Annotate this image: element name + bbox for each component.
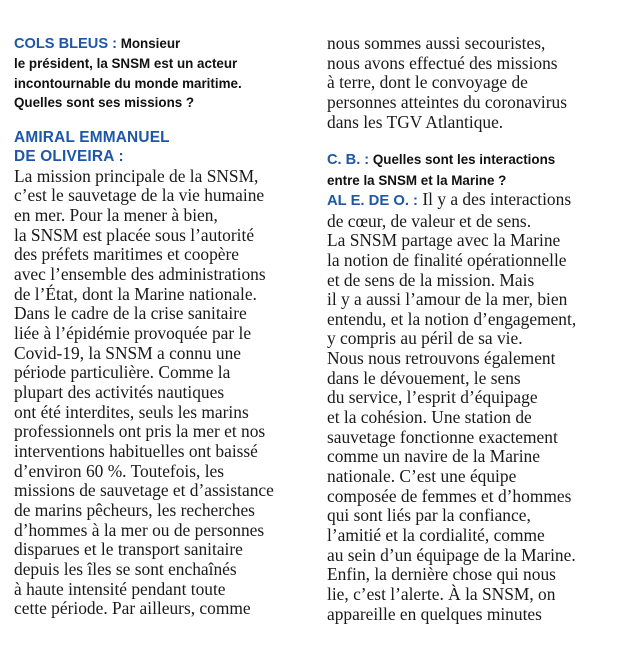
question-tag: C. B. : bbox=[327, 152, 370, 169]
body-line: y compris au péril de sa vie. bbox=[327, 328, 523, 349]
body-line: la SNSM est placée sous l’autorité bbox=[14, 224, 255, 245]
body-line: appareille en quelques minutes bbox=[327, 603, 542, 624]
body-line: Nous nous retrouvons également bbox=[327, 348, 556, 369]
body-line: nous avons effectué des missions bbox=[327, 52, 558, 73]
body-line: d’hommes à la mer ou de personnes bbox=[14, 519, 265, 540]
answer-speaker-tag: AL E. DE O. : bbox=[327, 192, 418, 209]
question-line: Quelles sont ses missions ? bbox=[14, 94, 195, 110]
body-line: qui sont liés par la confiance, bbox=[327, 505, 531, 526]
body-line: c’est le sauvetage de la vie humaine bbox=[14, 185, 265, 206]
body-line: plupart des activités nautiques bbox=[14, 382, 225, 402]
body-line: et la cohésion. Une station de bbox=[327, 407, 532, 428]
body-line: Covid-19, la SNSM a connu une bbox=[14, 342, 242, 363]
body-line: avec l’ensemble des administrations bbox=[14, 264, 266, 285]
answer-speaker-name: AMIRAL EMMANUEL DE OLIVEIRA : bbox=[14, 129, 170, 166]
body-line: des préfets maritimes et coopère bbox=[14, 244, 240, 265]
answer-body-right bbox=[327, 190, 619, 624]
body-line: cette période. Par ailleurs, comme bbox=[14, 598, 251, 619]
body-line: sauvetage fonctionne exactement bbox=[327, 426, 558, 447]
question-line: incontournable du monde maritime. bbox=[14, 75, 242, 91]
question-cols-bleus bbox=[14, 34, 306, 112]
question-interactions bbox=[327, 150, 619, 190]
body-line: à terre, dont le convoyage de bbox=[327, 72, 528, 93]
body-line: d’environ 60 %. Toutefois, les bbox=[14, 460, 225, 481]
body-line: il y a aussi l’amour de la mer, bien bbox=[327, 289, 568, 310]
body-line: ont été interdites, seuls les marins bbox=[14, 401, 249, 422]
body-line: composée de femmes et d’hommes bbox=[327, 485, 572, 506]
left-column bbox=[14, 34, 306, 619]
question-line: entre la SNSM et la Marine ? bbox=[327, 172, 507, 188]
body-line: Il y a des interactions bbox=[418, 188, 572, 209]
body-line: entendu, et la notion d’engagement, bbox=[327, 308, 577, 329]
body-line: à haute intensité pendant toute bbox=[14, 578, 226, 599]
question-line: le président, la SNSM est un acteur bbox=[14, 56, 238, 72]
body-line: période particulière. Comme la bbox=[14, 362, 231, 383]
body-line: Enfin, la dernière chose qui nous bbox=[327, 564, 556, 585]
question-line: Monsieur bbox=[116, 36, 181, 51]
body-line: nationale. C’est une équipe bbox=[327, 466, 517, 487]
body-line: de marins pêcheurs, les recherches bbox=[14, 499, 255, 520]
right-column bbox=[327, 34, 619, 624]
body-line: missions de sauvetage et d’assistance bbox=[14, 480, 274, 501]
answer-body-left bbox=[14, 167, 306, 619]
body-line: dans le dévouement, le sens bbox=[327, 367, 521, 388]
body-line: personnes atteintes du coronavirus bbox=[327, 91, 568, 112]
body-line: au sein d’un équipage de la Marine. bbox=[327, 544, 576, 565]
body-line: de l’État, dont la Marine nationale. bbox=[14, 283, 257, 304]
body-line: disparues et le transport sanitaire bbox=[14, 539, 243, 560]
body-line: dans les TGV Atlantique. bbox=[327, 111, 504, 132]
body-line: et de sens de la mission. Mais bbox=[327, 269, 535, 290]
body-line: nous sommes aussi secouristes, bbox=[327, 33, 546, 53]
body-line: la notion de finalité opérationnelle bbox=[327, 249, 567, 270]
body-line: lie, c’est l’alerte. À la SNSM, on bbox=[327, 584, 556, 604]
body-line: Dans le cadre de la crise sanitaire bbox=[14, 303, 247, 324]
body-line: liée à l’épidémie provoquée par le bbox=[14, 323, 252, 344]
body-line: depuis les îles se sont enchaînés bbox=[14, 558, 237, 579]
body-line: en mer. Pour la mener à bien, bbox=[14, 205, 218, 226]
body-line: La mission principale de la SNSM, bbox=[14, 165, 259, 186]
body-line: du service, l’esprit d’équipage bbox=[327, 387, 538, 408]
body-line: professionnels ont pris la mer et nos bbox=[14, 421, 266, 442]
question-tag: COLS BLEUS : bbox=[14, 36, 117, 52]
body-line: interventions habituelles ont baissé bbox=[14, 440, 258, 461]
body-line: La SNSM partage avec la Marine bbox=[327, 230, 561, 251]
body-line: comme un navire de la Marine bbox=[327, 446, 540, 467]
question-line: Quelles sont les interactions bbox=[369, 152, 556, 168]
answer-continuation bbox=[327, 34, 619, 132]
body-line: l’amitié et la cordialité, comme bbox=[327, 525, 545, 546]
body-line: de cœur, de valeur et de sens. bbox=[327, 210, 532, 231]
